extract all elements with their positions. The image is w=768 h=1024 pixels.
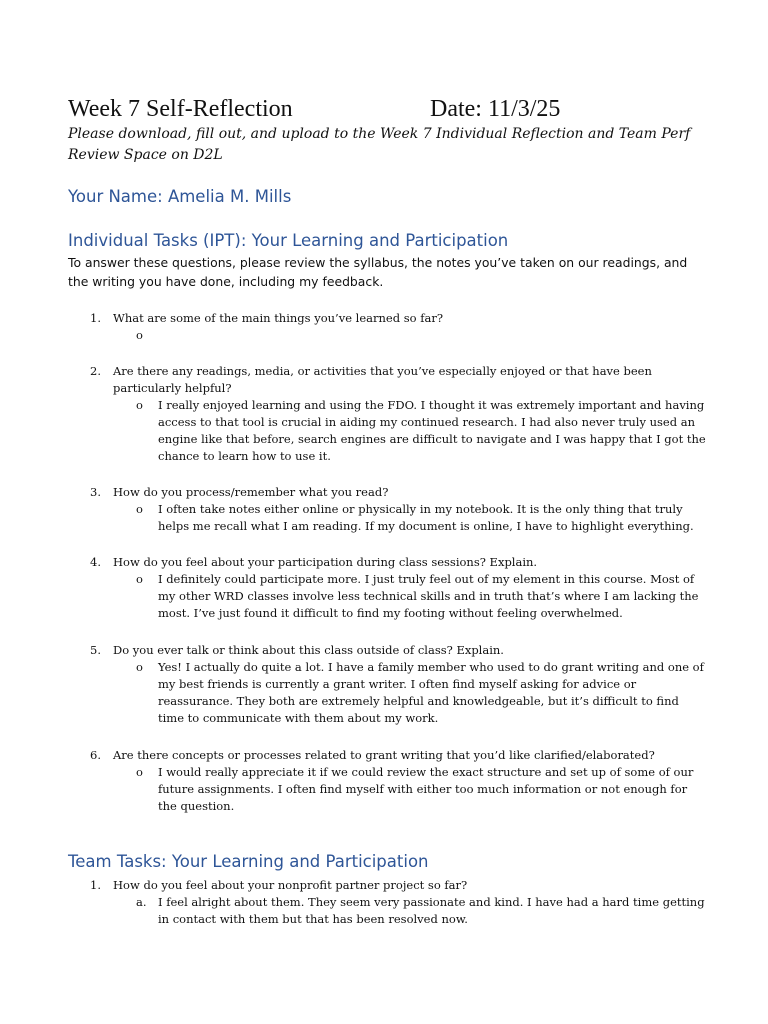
question-item (68, 363, 708, 465)
instructions-subtitle: Please download, fill out, and upload to the Week 7 Individual Reflection and Team Perf Review Space on D2L (68, 126, 691, 163)
question-text: How do you feel about your participation during class sessions? Explain. (113, 555, 538, 569)
question-text: Are there concepts or processes related to grant writing that you’d like clarified/elaborated? (113, 748, 655, 762)
answer (136, 894, 706, 928)
question-item (68, 747, 708, 815)
answer-bullet: a. (136, 895, 147, 909)
answer-text: I definitely could participate more. I just truly feel out of my element in this course. Most of my other WRD classes involve less technical skills and in truth that’s where I am lacking the most. I’ve just found it difficult to find my footing without feeling overwhelmed. (158, 572, 699, 620)
answer-text: I feel alright about them. They seem very passionate and kind. I have had a hard time getting in contact with them but that has been resolved now. (158, 895, 705, 926)
answer-bullet: o (136, 398, 143, 412)
answer-bullet: o (136, 765, 143, 779)
answer-text: Yes! I actually do quite a lot. I have a family member who used to do grant writing and one of my best friends is currently a grant writer. I often find myself asking for advice or reassurance. They both are extremely helpful and knowledgeable, but it’s difficult to find time to communicate with them about my work. (158, 660, 704, 725)
question-number: 2. (90, 364, 101, 378)
answer-bullet: o (136, 502, 143, 516)
question-text: Are there any readings, media, or activities that you’ve especially enjoyed or that have been particularly helpful? (113, 364, 652, 395)
question-text: Do you ever talk or think about this class outside of class? Explain. (113, 643, 504, 657)
question-number: 6. (90, 748, 101, 762)
answer-text: I really enjoyed learning and using the FDO. I thought it was extremely important and having access to that tool is crucial in aiding my continued research. I had also never truly used an engine like that before, search engines are difficult to navigate and I was happy that I got the chance to learn how to use it. (158, 398, 706, 463)
name-heading: Your Name: Amelia M. Mills (68, 187, 292, 206)
answer (136, 397, 706, 465)
question-number: 3. (90, 485, 101, 499)
question-number: 1. (90, 878, 101, 892)
answer (136, 764, 706, 815)
answer-bullet: o (136, 572, 143, 586)
answer (136, 501, 706, 535)
question-text: How do you feel about your nonprofit partner project so far? (113, 878, 468, 892)
answer (136, 571, 706, 622)
question-text: What are some of the main things you’ve learned so far? (113, 311, 443, 325)
page-title: Week 7 Self-Reflection (68, 96, 293, 122)
document-title-line (68, 94, 708, 124)
question-number: 1. (90, 311, 101, 325)
date-label: Date: 11/3/25 (430, 96, 561, 122)
question-text: How do you process/remember what you read? (113, 485, 389, 499)
question-item (68, 484, 708, 535)
team-section-heading: Team Tasks: Your Learning and Participation (68, 852, 429, 871)
question-item (68, 877, 708, 928)
answer-bullet: o (136, 328, 143, 342)
question-item (68, 554, 708, 622)
answer-bullet: o (136, 660, 143, 674)
question-item (68, 642, 708, 727)
question-item (68, 310, 708, 342)
answer (136, 659, 706, 727)
question-number: 5. (90, 643, 101, 657)
answer-text: I would really appreciate it if we could review the exact structure and set up of some of our future assignments. I often find myself with either too much information or not enough for the question. (158, 765, 694, 813)
individual-section-heading: Individual Tasks (IPT): Your Learning and Participation (68, 231, 509, 250)
question-number: 4. (90, 555, 101, 569)
individual-intro: To answer these questions, please review the syllabus, the notes you’ve taken on our readings, and the writing you have done, including my feedback. (68, 255, 688, 289)
answer-text: I often take notes either online or physically in my notebook. It is the only thing that truly helps me recall what I am reading. If my document is online, I have to highlight everything. (158, 502, 694, 533)
